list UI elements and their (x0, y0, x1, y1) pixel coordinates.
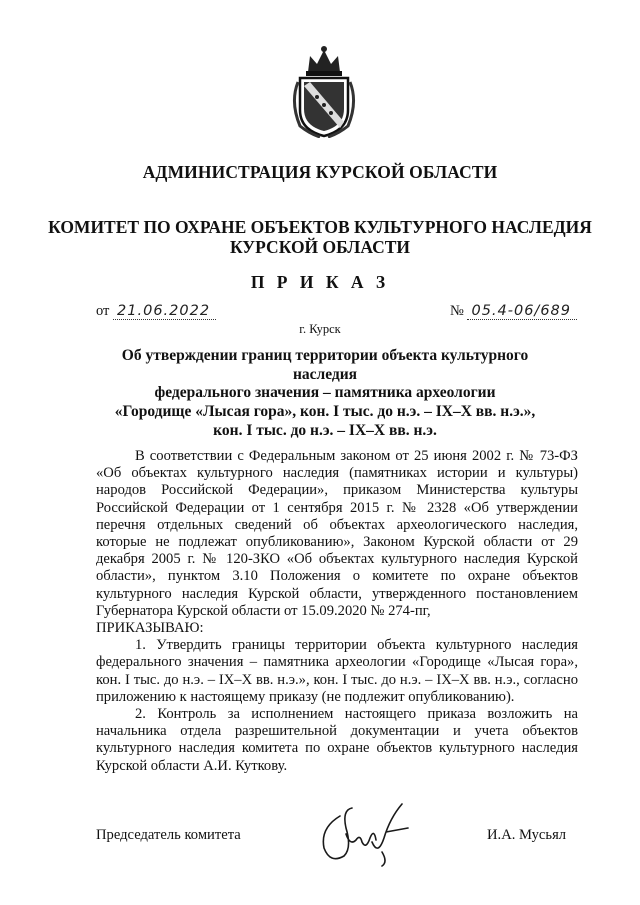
date-value: 21.06.2022 (113, 303, 216, 320)
coat-of-arms-icon (290, 42, 358, 138)
title-line1: Об утверждении границ территории объекта культурного наследия (121, 347, 529, 383)
administration-heading: АДМИНИСТРАЦИЯ КУРСКОЙ ОБЛАСТИ (142, 162, 498, 182)
signatory-name: И.А. Мусьял (487, 827, 567, 843)
order-word: ПРИКАЗЫВАЮ: (96, 620, 204, 637)
item-1-paragraph: 1. Утвердить границы территории объекта культурного наследия федерального значения – памятника археологии «Городище «Лысая гора», кон. I тыс. до н.э. – IX–X вв. н.э.», кон. I тыс. до н.э. – IX–X вв. н.э., согласно приложению к настоящему приказу (не подлежит опубликованию). (96, 637, 578, 705)
committee-heading-line2: КУРСКОЙ ОБЛАСТИ (229, 237, 411, 257)
number-value: 05.4-06/689 (467, 303, 577, 320)
signatory-position: Председатель комитета (96, 827, 241, 843)
committee-heading (40, 217, 600, 257)
title-line3: «Городище «Лысая гора», кон. I тыс. до н.э. – IX–X вв. н.э.», (114, 403, 536, 421)
city: г. Курск (299, 322, 341, 336)
number-prefix: № (450, 303, 464, 319)
item-2-paragraph: 2. Контроль за исполнением настоящего приказа возложить на начальника отдела разрешительной документации и учета объектов культурного наследия комитета по охране объектов культурного наследия Курской области А.И. Куткову. (96, 706, 578, 774)
date-row (96, 303, 216, 320)
document-body (96, 448, 578, 775)
committee-heading-line1: КОМИТЕТ ПО ОХРАНЕ ОБЪЕКТОВ КУЛЬТУРНОГО НАСЛЕДИЯ (48, 217, 592, 237)
preamble-paragraph: В соответствии с Федеральным законом от 25 июня 2002 г. № 73-ФЗ «Об объектах культурного наследия (памятниках истории и культуры) народов Российской Федерации», приказом Министерства культуры Российской Федерации от 1 сентября 2015 г. № 2328 «Об утверждении перечня отдельных сведений об объектах археологического наследия, которые не подлежат опубликованию», Законом Курской области от 29 декабря 2005 г. № 120-ЗКО «Об объектах культурного наследия Курской области», пунктом 3.10 Положения о комитете по охране объектов культурного наследия Курской области, утвержденного постановлением Губернатора Курской области от 15.09.2020 № 274-пг, (96, 448, 578, 619)
title-line2: федерального значения – памятника археологии (154, 384, 496, 402)
number-row (450, 303, 577, 320)
handwritten-signature-icon (312, 798, 416, 868)
document-title (88, 347, 562, 441)
title-line4: кон. I тыс. до н.э. – IX–X вв. н.э. (213, 421, 437, 439)
document-type: П Р И К А З (250, 272, 390, 292)
date-prefix: от (96, 303, 110, 319)
